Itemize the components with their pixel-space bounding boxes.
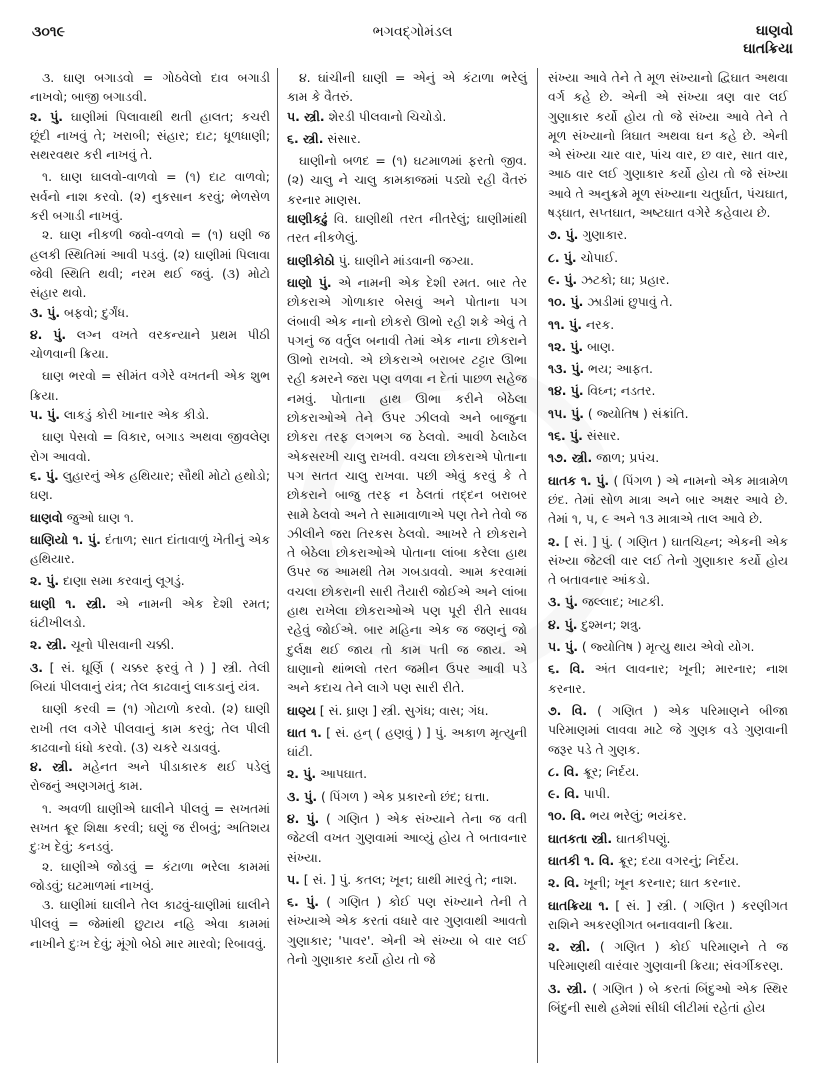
dictionary-entry	[30, 635, 270, 654]
entry-definition: [ સં. ] સ્ત્રી. ( ગણિત ) કરણીગત રાશિને અકરણીગત બનાવવાની ક્રિયા.	[548, 897, 788, 932]
entry-headword: ૧૦. પું.	[548, 294, 584, 310]
entry-headword: ૪. પું.	[287, 810, 320, 826]
entry-definition: અંત લાવનાર; ખૂની; મારનાર; નાશ કરનાર.	[548, 661, 788, 696]
entry-headword: ૧૦. વિ.	[548, 808, 586, 824]
dictionary-entry	[30, 594, 270, 633]
dictionary-entry	[548, 937, 788, 976]
entry-definition: ( ગણિત ) કોઈ પણ સંખ્યાને તેની તે સંખ્યાએ એક કરતાં વધારે વાર ગુણવાથી આવતો ગુણાકાર; 'પાવર'. એની એ સંખ્યા બે વાર લઈ તેનો ગુણાકાર કર્યો હોય તો જે	[287, 894, 527, 968]
entry-headword: ઘાણ્ય	[287, 702, 316, 718]
entry-definition: ઝટકો; ઘા; પ્રહાર.	[577, 271, 670, 287]
entry-definition: દંતાળ; સાત દાંતાવાળું ખેતીનું એક હથિયાર.	[30, 531, 271, 567]
entry-headword: ૬. પું.	[287, 894, 320, 910]
entry-headword: ઘાણીકોઠો	[287, 252, 335, 268]
dictionary-entry	[548, 851, 788, 870]
entry-headword: ઘાણીકઢું	[287, 211, 328, 227]
entry-definition: ૧. અવળી ઘાણીએ ઘાલીને પીલવું = સખતમાં સખત ક્રૂર શિક્ષા કરવી; ઘણું જ રીબવું; અતિશય દુઃખ દેવું; કનડવું.	[30, 800, 270, 855]
dictionary-entry	[548, 68, 788, 222]
column-left	[30, 68, 270, 953]
dictionary-entry	[548, 829, 788, 848]
entry-definition: લગ્ન વખતે વરકન્યાને પ્રથમ પીઠી ચોળવાની ક્રિયા.	[30, 326, 271, 362]
dictionary-entry	[30, 530, 270, 569]
entry-definition: ( ગણિત ) એક સંખ્યાને તેના જ વતી જેટલી વખત ગુણવામાં આવ્યું હોય તે બતાવનાર સંખ્યા.	[287, 810, 527, 865]
entry-definition: ( જ્યોતિષ ) મૃત્યુ થાય એવો યોગ.	[577, 639, 755, 655]
entry-headword: ૨.	[548, 533, 560, 549]
dictionary-entry	[30, 225, 270, 302]
entry-headword: ૧૧. પું.	[548, 316, 582, 332]
entry-definition: ઘાણ ભરવો = સીમંત વગેરે વખતની એક શુભ ક્રિયા.	[30, 368, 270, 403]
entry-headword: ૧૬. પું.	[548, 428, 583, 444]
entry-headword: ૨. વિ.	[548, 875, 580, 891]
entry-definition: ગુણાકાર.	[578, 227, 628, 243]
entry-headword: ૬. વિ.	[548, 661, 585, 677]
guide-words	[743, 22, 793, 58]
dictionary-entry	[287, 723, 527, 762]
dictionary-entry	[548, 248, 788, 267]
entry-headword: ૪. સ્ત્રી.	[30, 759, 73, 775]
dictionary-entry	[287, 701, 527, 720]
entry-headword: ૫. સ્ત્રી.	[287, 108, 325, 124]
dictionary-entry	[287, 273, 527, 698]
guide-word-last: ઘાતક્રિયા	[743, 41, 793, 57]
entry-definition: જાળ; પ્રપંચ.	[592, 450, 660, 466]
dictionary-entry	[30, 799, 270, 857]
entry-headword: ઘાણિયો ૧. પું.	[30, 531, 101, 547]
entry-headword: ૭. પું.	[548, 227, 579, 243]
dictionary-entry	[287, 68, 527, 107]
entry-definition: [ સં. ઘૂર્ણિ ( ચક્કર ફરવું તે ) ] સ્ત્રી. તેલી બિયાં પીલવાનું યંત્ર; તેલ કાઢવાનું લાકડાનું યંત્ર.	[30, 659, 270, 694]
dictionary-entry	[287, 129, 527, 148]
entry-headword: ૬. પું.	[30, 467, 59, 483]
entry-headword: ૯. વિ.	[548, 786, 580, 802]
dictionary-entry	[30, 857, 270, 896]
entry-definition: ક્રૂર; દયા વગરનું; નિર્દય.	[614, 852, 740, 868]
dictionary-entry	[287, 251, 527, 270]
entry-definition: ઝાડીમાં છુપાવું તે.	[583, 294, 673, 310]
entry-headword: ૩. પું.	[548, 594, 579, 610]
entry-definition: ૩. ઘાણીમાં ઘાલીને તેલ કાઢવું-ઘાણીમાં ઘાલીને પીલવું = જેમાંથી છુટાય નહિ એવા કામમાં નાખીને દુઃખ દેવું; મૂંગો બેઠો માર મારવો; રિબાવવું.	[30, 897, 270, 951]
dictionary-entry	[30, 895, 270, 953]
entry-headword: ૪. પું.	[30, 326, 67, 342]
entry-headword: ૩. પું.	[287, 788, 318, 804]
entry-definition: દુશ્મન; શત્રુ.	[577, 616, 642, 632]
dictionary-entry	[548, 659, 788, 698]
entry-headword: ૬. સ્ત્રી.	[287, 130, 324, 146]
dictionary-entry	[548, 471, 788, 529]
entry-headword: ૧૭. સ્ત્રી.	[548, 450, 593, 466]
dictionary-entry	[548, 532, 788, 590]
dictionary-entry	[30, 366, 270, 405]
dictionary-entry	[548, 979, 788, 1018]
entry-headword: ઘાતક ૧. પું.	[548, 472, 610, 488]
entry-definition: ( ગણિત ) કોઈ પરિમાણને તે જ પરિમાણથી વારંવાર ગુણવાની ક્રિયા; સંવર્ગીકરણ.	[548, 939, 788, 974]
dictionary-entry	[287, 787, 527, 806]
entry-definition: નરક.	[581, 316, 615, 332]
dictionary-entry	[30, 658, 270, 697]
column-middle	[287, 68, 527, 972]
entry-headword: ૧૨. પું.	[548, 338, 584, 354]
entry-definition: વિ. ઘાણીથી તરત નીતરેલું; ઘાણીમાંથી તરત નીકળેલું.	[287, 211, 527, 246]
dictionary-entry	[548, 292, 788, 311]
dictionary-entry	[30, 303, 270, 322]
dictionary-entry	[30, 757, 270, 796]
entry-definition: ( પિંગળ ) એક પ્રકારનો છંદ; ઘત્તા.	[317, 788, 490, 804]
dictionary-entry	[548, 784, 788, 803]
entry-definition: ઘાતકીપણું.	[612, 830, 671, 846]
entry-headword: ઘાતકતા સ્ત્રી.	[548, 830, 613, 846]
dictionary-entry	[548, 806, 788, 825]
entry-headword: ૮. પું.	[548, 249, 577, 265]
entry-definition: ૨. ઘાણ નીકળી જવો-વળવો = (૧) ઘણી જ હલકી સ્થિતિમાં આવી પડવું. (૨) ઘાણીમાં પિલાવા જેવી સ્થિતિ થવી; નરમ થઈ જવું. (૩) મોટો સંહાર થવો.	[30, 227, 270, 301]
entry-definition: જલ્લાદ; ખાટકી.	[578, 594, 665, 610]
entry-headword: ૮. વિ.	[548, 763, 580, 779]
dictionary-entry	[30, 699, 270, 757]
dictionary-entry	[548, 873, 788, 892]
entry-headword: ૨. પું.	[30, 108, 63, 124]
dictionary-entry	[287, 892, 527, 969]
entry-definition: લાકડું કોરી ખાનાર એક કીડો.	[59, 407, 210, 423]
entry-headword: ૩.	[30, 659, 43, 675]
entry-definition: ઘાણીમાં પિલાવાથી થતી હાલત; કચરી છૂંદી નાખવું તે; ખરાબી; સંહાર; દાટ; ધૂળધાણી; સથરવથર કરી નાખવું તે.	[30, 108, 270, 163]
entry-headword: ૭. વિ.	[548, 702, 588, 718]
entry-headword: ઘાતક્રિયા ૧.	[548, 897, 610, 913]
guide-word-first: ઘાણવો	[755, 23, 793, 39]
dictionary-entry	[548, 637, 788, 656]
dictionary-entry	[30, 68, 270, 107]
dictionary-entry	[548, 448, 788, 467]
dictionary-entry	[30, 508, 270, 527]
entry-definition: ઘાણીનો બળદ = (૧) ઘટમાળમાં ફરતો જીવ. (૨) ચાલુ ને ચાલુ કામકાજમાં પડ્યો રહી વૈતરું કરનાર માણસ.	[287, 153, 527, 207]
entry-headword: ૩. પું.	[30, 304, 61, 320]
dictionary-entry	[30, 325, 270, 364]
entry-headword: ઘાત ૧.	[287, 724, 322, 740]
entry-definition: [ સં. ] પું. કતલ; ખૂન; ઘાથી મારવું તે; નાશ.	[299, 871, 518, 887]
entry-headword: ઘાણી ૧. સ્ત્રી.	[30, 595, 107, 611]
entry-definition: સંસાર.	[582, 428, 621, 444]
dictionary-entry	[548, 592, 788, 611]
entry-definition: [ સં. ઘ્રાણ ] સ્ત્રી. સુગંધ; વાસ; ગંધ.	[315, 702, 489, 718]
dictionary-entry	[287, 870, 527, 889]
dictionary-entry	[287, 151, 527, 209]
entry-headword: ૪. પું.	[548, 616, 578, 632]
dictionary-entry	[548, 381, 788, 400]
entry-definition: ક્રૂર; નિર્દય.	[579, 763, 640, 779]
entry-headword: ૧૫. પું.	[548, 405, 584, 421]
entry-headword: ૧૩. પું.	[548, 361, 585, 377]
dictionary-entry	[30, 167, 270, 225]
entry-headword: ૨. પું.	[287, 766, 317, 782]
entry-definition: ચોપાઈ.	[576, 249, 619, 265]
entry-definition: મહેનત અને પીડાકારક થઈ પડેલું રોજનું અણગમતું કામ.	[30, 759, 270, 794]
dictionary-entry	[548, 270, 788, 289]
page-number: ૩૦૧૯	[32, 24, 65, 40]
dictionary-entry	[30, 466, 270, 505]
dictionary-entry	[30, 405, 270, 424]
column-divider	[277, 68, 278, 1063]
entry-definition: લુહારનું એક હથિયાર; સૌથી મોટો હથોડો; ઘણ.	[30, 467, 270, 503]
entry-definition: [ સં. ] પું. ( ગણિત ) ઘાતચિહ્ન; એકની એક સંખ્યા જેટલી વાર લઈ તેનો ગુણાકાર કર્યો હોય તે બતાવનાર આંકડો.	[548, 533, 788, 588]
column-right	[548, 68, 788, 1020]
dictionary-entry	[287, 107, 527, 126]
entry-definition: ભય ભરેલું; ભયંકર.	[585, 808, 687, 824]
entry-definition: સંસાર.	[323, 130, 361, 146]
entry-definition: બફવો; દુર્ગંધ.	[60, 304, 130, 320]
entry-definition: ૩. ઘાણ બગાડવો = ગોઠવેલો દાવ બગાડી નાખવો; બાજી બગાડવી.	[30, 70, 270, 105]
entry-definition: બાણ.	[583, 338, 615, 354]
entry-definition: વિઘ્ન; નડતર.	[583, 383, 656, 399]
dictionary-entry	[548, 404, 788, 423]
dictionary-entry	[548, 762, 788, 781]
entry-headword: ૩. સ્ત્રી.	[548, 980, 588, 996]
entry-definition: ( જ્યોતિષ ) સંક્રાંતિ.	[583, 405, 689, 421]
entry-definition: સંખ્યા આવે તેને તે મૂળ સંખ્યાનો દ્વિઘાત અથવા વર્ગ કહે છે. એની એ સંખ્યા ત્રણ વાર લઈ ગુણાકાર કર્યો હોય તો જે સંખ્યા આવે તેને તે મૂળ સંખ્યાનો ત્રિઘાત અથવા ઘન કહે છે. એની એ સંખ્યા ચાર વાર, પાંચ વાર, છ વાર, સાત વાર, આઠ વાર લઈ ગુણાકાર કર્યો હોય તો જે સંખ્યા આવે તે અનુક્રમે મૂળ સંખ્યાના ચતુર્ઘાત, પંચઘાત, ષડ્ઘાત, સપ્તઘાત, અષ્ટઘાત વગેરે કહેવાય છે.	[548, 70, 788, 221]
entry-definition: ( ગણિત ) બે કરતાં બિંદુઓ એક સ્થિર બિંદુની સાથે હમેશાં સીધી લીટીમાં રહેતાં હોય	[548, 980, 789, 1016]
entry-definition: ચૂનો પીસવાની ચક્કી.	[66, 637, 175, 653]
entry-headword: ૨. સ્ત્રી.	[548, 939, 591, 955]
entry-definition: [ સં. હન્ ( હણવું ) ] પું. અકાળ મૃત્યુની ઘાંટી.	[287, 724, 527, 760]
entry-headword: ૨. સ્ત્રી.	[30, 637, 67, 653]
dictionary-entry	[30, 107, 270, 165]
entry-headword: ઘાણવો	[30, 509, 63, 525]
entry-headword: ૫. પું.	[30, 407, 60, 423]
entry-definition: એ નામની એક દેશી રમત; ઘંટીખીલડો.	[30, 595, 270, 631]
entry-headword: ૯. પું.	[548, 271, 578, 287]
dictionary-entry	[548, 701, 788, 759]
entry-definition: ૨. ઘાણીએ જોડવું = કંટાળા ભરેલા કામમાં જોડવું; ઘટમાળમાં નાખવું.	[30, 858, 270, 893]
dictionary-entry	[30, 571, 270, 590]
entry-definition: શેરડી પીલવાનો ચિચોડો.	[324, 108, 447, 124]
entry-definition: ખૂની; ખૂન કરનાર; ઘાત કરનાર.	[579, 875, 741, 891]
entry-definition: ઘાણ પેસવો = વિકાર, બગાડ અથવા જીવલેણ રોગ આવવો.	[30, 429, 270, 464]
dictionary-entry	[548, 615, 788, 634]
dictionary-entry	[548, 359, 788, 378]
entry-headword: ઘાતકી ૧. વિ.	[548, 852, 615, 868]
entry-headword: ઘાણો પું.	[287, 274, 332, 290]
entry-headword: ૫. પું.	[548, 639, 578, 655]
entry-headword: ૨. પું.	[30, 573, 60, 589]
entry-definition: જુઓ ઘાણ ૧.	[62, 509, 134, 525]
dictionary-entry	[548, 315, 788, 334]
entry-definition: ઘાણી કરવી = (૧) ગોટાળો કરવો. (૨) ઘાણી રાખી તલ વગેરે પીલવાનું કામ કરવું; તેલ પીલી કાઢવાનો ધંધો કરવો. (૩) ચકરે ચડાવવું.	[30, 701, 270, 755]
entry-definition: ૧. ઘાણ ઘાલવો-વાળવો = (૧) દાટ વાળવો; સર્વનો નાશ કરવો. (૨) નુકસાન કરવું; ભેળસેળ કરી બગાડી નાખવું.	[30, 169, 270, 224]
entry-definition: પું. ઘાણીને માંડવાની જગ્યા.	[334, 252, 474, 268]
entry-definition: ૪. ઘાંચીની ઘાણી = એનું એ કંટાળા ભરેલું કામ કે વૈતરું.	[287, 70, 527, 105]
entry-definition: પાપી.	[579, 786, 611, 802]
page-title: ભગવદ્ગોમંડલ	[372, 24, 453, 40]
entry-definition: આપઘાત.	[316, 766, 368, 782]
dictionary-entry	[548, 426, 788, 445]
dictionary-entry	[287, 209, 527, 248]
entry-headword: ૧૪. પું.	[548, 383, 584, 399]
dictionary-entry	[287, 764, 527, 783]
entry-definition: દાણા સમા કરવાનું લૂગડું.	[59, 573, 185, 589]
entry-definition: ( પિંગળ ) એ નામનો એક માત્રામેળ છંદ. તેમાં સોળ માત્રા અને બાર અક્ષર આવે છે. તેમાં ૧, ૫, ૯ અને ૧૩ માત્રાએ તાલ આવે છે.	[548, 472, 788, 527]
entry-definition: ( ગણિત ) એક પરિમાણને બીજા પરિમાણમાં લાવવા માટે જે ગુણક વડે ગુણવાની જરૂર પડે તે ગુણક.	[548, 702, 788, 757]
dictionary-entry	[30, 427, 270, 466]
dictionary-entry	[548, 337, 788, 356]
entry-definition: ભય; આફત.	[584, 361, 653, 377]
dictionary-entry	[548, 896, 788, 935]
column-divider	[537, 68, 538, 1063]
entry-headword: ૫.	[287, 871, 300, 887]
dictionary-entry	[287, 809, 527, 867]
dictionary-entry	[548, 225, 788, 244]
entry-definition: એ નામની એક દેશી રમત. બાર તેર છોકરાએ ગોળાકાર બેસવું અને પોતાના પગ લંબાવી એક નાનો છોકરો ઊભો રહી શકે એવું તે પગનું જ વર્તુલ બનાવી તેમાં એક નાના છોકરાને ઊભો રાખવો. એ છોકરાએ બરાબર ટટ્ટાર ઊભા રહી કમરને જરા પણ વળવા ન દેતાં પાછળ સહેજ નમવું. પોતાના હાથ ઊભા કરીને બેઠેલા છોકરાઓએ તેને ઉપર ઝીલવો અને બાજુના છોકરા તરફ લગભગ જ ઠેલવો. આવી ઠેલાઠેલ એકસરખી ચાલુ રાખવી. વચલા છોકરાએ પોતાના પગ સતત ચાલુ રાખવા. પછી એવું કરવું કે તે છોકરાને બાજુ તરફ ન ઠેલતાં તદ્દન બરાબર સામે ઠેલવો અને તે સામાવાળાએ પણ તેને તેવો જ ઝીલીને જરા તિરકસ ઠેલવો. આખરે તે છોકરાને તે બેઠેલા છોકરાઓએ પોતાના લાંબા કરેલા હાથ ઉપર જ આમથી તેમ ગબડાવવો. આમ કરવામાં વચલા છોકરાની સારી તૈયારી જોઈએ અને લાંબા હાથ રાખેલા છોકરાઓએ પણ પૂરી રીતે સાવધ રહેવું જોઈએ. બાર મહિના એક જ જણનું જો દુર્લક્ષ થઈ જાય તો કામ પતી જ જાય. એ ઘાણાનો થાંભલો તરત જમીન ઉપર આવી પડે અને કદાચ તેને લાગે પણ સારી રીતે.	[287, 274, 527, 696]
